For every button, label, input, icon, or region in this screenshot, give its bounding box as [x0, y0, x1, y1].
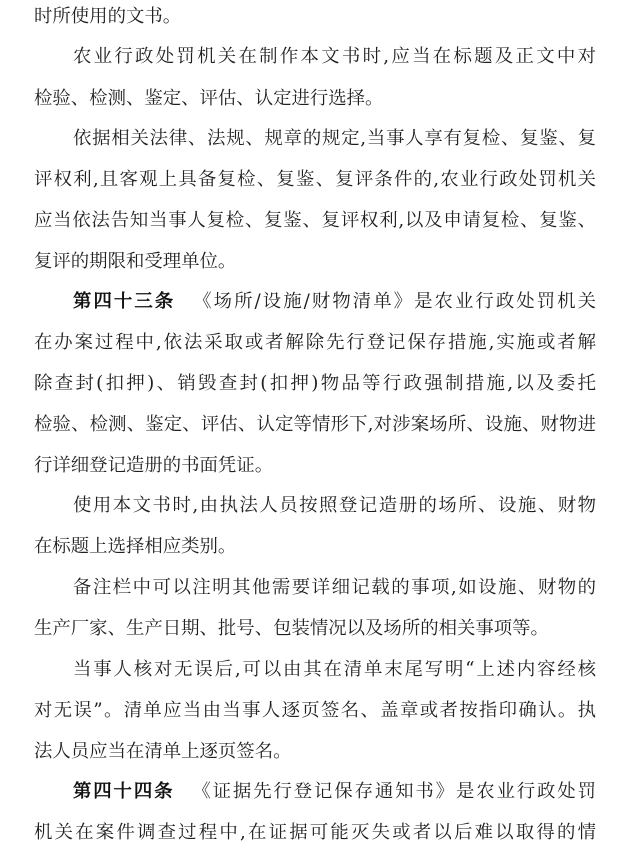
text-line: 在标题上选择相应类别。 [34, 536, 237, 557]
text-line: 生产厂家、生产日期、批号、包装情况以及场所的相关事项等。 [34, 618, 549, 639]
text-line: 对无误”。清单应当由当事人逐页签名、盖章或者按指印确认。执 [34, 700, 596, 721]
text-line: 法人员应当在清单上逐页签名。 [34, 741, 292, 762]
text-line: 备注栏中可以注明其他需要详细记载的事项,如设施、财物的 [73, 577, 596, 598]
text-line: 时所使用的文书。 [34, 6, 182, 27]
article-first-line [73, 777, 596, 807]
text-line: 评权利,且客观上具备复检、复鉴、复评条件的,农业行政处罚机关 [34, 169, 596, 190]
text-line: 除查封(扣押)、销毁查封(扣押)物品等行政强制措施,以及委托 [34, 373, 596, 394]
text-line: 检验、检测、鉴定、评估、认定进行选择。 [34, 88, 384, 109]
text-line: 复评的期限和受理单位。 [34, 251, 237, 272]
article-number: 第四十三条 [73, 291, 176, 312]
text-line: 检验、检测、鉴定、评估、认定等情形下,对涉案场所、设施、财物进 [34, 414, 596, 435]
article-text: 《场所/设施/财物清单》是农业行政处罚机关 [193, 291, 596, 312]
text-line: 机关在案件调查过程中,在证据可能灭失或者以后难以取得的情 [34, 822, 596, 843]
text-line: 在办案过程中,依法采取或者解除先行登记保存措施,实施或者解 [34, 332, 596, 353]
article-number: 第四十四条 [73, 781, 175, 802]
text-line: 当事人核对无误后,可以由其在清单末尾写明“上述内容经核 [73, 659, 596, 680]
text-line: 使用本文书时,由执法人员按照登记造册的场所、设施、财物 [73, 495, 596, 516]
text-line: 应当依法告知当事人复检、复鉴、复评权利,以及申请复检、复鉴、 [34, 210, 596, 231]
text-line: 农业行政处罚机关在制作本文书时,应当在标题及正文中对 [73, 46, 596, 67]
article-first-line [73, 287, 596, 317]
article-text: 《证据先行登记保存通知书》是农业行政处罚 [192, 781, 596, 802]
text-line: 依据相关法律、法规、规章的规定,当事人享有复检、复鉴、复 [73, 128, 596, 149]
text-line: 行详细登记造册的书面凭证。 [34, 455, 274, 476]
